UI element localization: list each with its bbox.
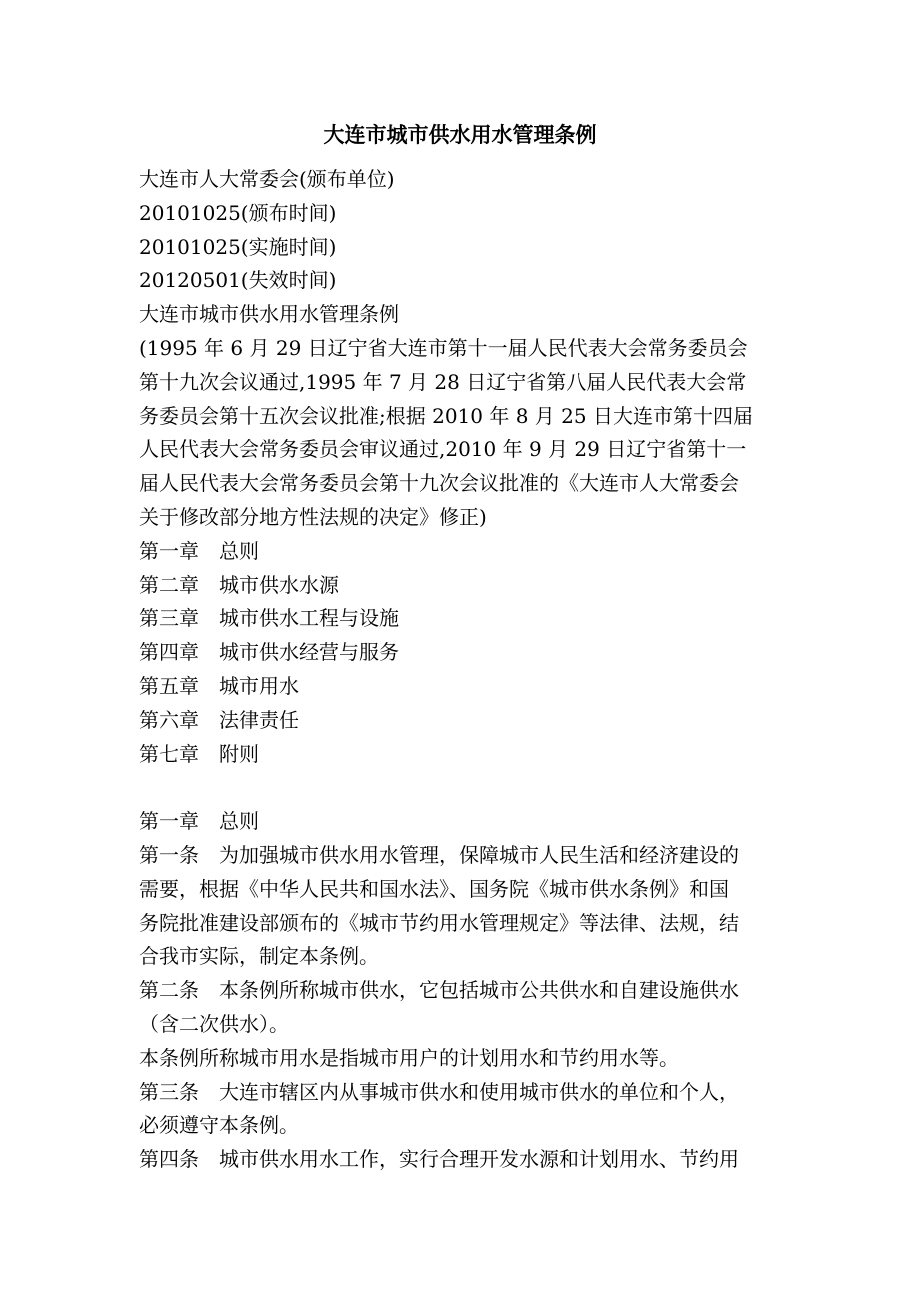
toc-chapter-1: 第一章 总则 xyxy=(139,538,259,563)
document-title: 大连市城市供水用水管理条例 xyxy=(323,122,597,147)
toc-chapter-6: 第六章 法律责任 xyxy=(139,707,299,732)
amendment-note-line: 务委员会第十五次会议批准;根据 2010 年 8 月 25 日大连市第十四届 xyxy=(139,403,753,428)
article-1-line: 务院批准建设部颁布的《城市节约用水管理规定》等法律、法规，结 xyxy=(139,910,739,935)
article-3-line: 第三条 大连市辖区内从事城市供水和使用城市供水的单位和个人， xyxy=(139,1079,739,1104)
effective-date-line: 20101025(实施时间) xyxy=(139,234,337,259)
toc-chapter-3: 第三章 城市供水工程与设施 xyxy=(139,606,399,631)
article-3-line: 必须遵守本条例。 xyxy=(139,1113,299,1138)
toc-chapter-7: 第七章 附则 xyxy=(139,741,259,766)
amendment-note-line: 届人民代表大会常务委员会第十九次会议批准的《大连市人大常委会 xyxy=(139,471,739,496)
article-1-line: 需要，根据《中华人民共和国水法》、国务院《城市供水条例》和国 xyxy=(139,876,729,901)
expiry-date-line: 20120501(失效时间) xyxy=(139,268,337,293)
toc-chapter-2: 第二章 城市供水水源 xyxy=(139,572,339,597)
article-4-line: 第四条 城市供水用水工作，实行合理开发水源和计划用水、节约用 xyxy=(139,1147,739,1172)
article-1-line: 第一条 为加强城市供水用水管理，保障城市人民生活和经济建设的 xyxy=(139,842,739,867)
issue-date-line: 20101025(颁布时间) xyxy=(139,200,337,225)
regulation-name-line: 大连市城市供水用水管理条例 xyxy=(139,302,399,327)
article-2-line: 第二条 本条例所称城市供水，它包括城市公共供水和自建设施供水 xyxy=(139,978,739,1003)
document-body xyxy=(139,163,781,1177)
amendment-note-line: 第十九次会议通过,1995 年 7 月 28 日辽宁省第八届人民代表大会常 xyxy=(139,369,747,394)
toc-chapter-4: 第四章 城市供水经营与服务 xyxy=(139,640,399,665)
amendment-note-line: 关于修改部分地方性法规的决定》修正) xyxy=(139,504,487,529)
chapter-1-heading: 第一章 总则 xyxy=(139,809,259,834)
amendment-note-line: 人民代表大会常务委员会审议通过,2010 年 9 月 29 日辽宁省第十一 xyxy=(139,437,747,462)
article-2-line: 本条例所称城市用水是指城市用户的计划用水和节约用水等。 xyxy=(139,1045,679,1070)
article-1-line: 合我市实际，制定本条例。 xyxy=(139,944,379,969)
issuing-authority-line: 大连市人大常委会(颁布单位) xyxy=(139,167,395,191)
article-2-line: （含二次供水）。 xyxy=(139,1011,289,1036)
toc-chapter-5: 第五章 城市用水 xyxy=(139,673,299,698)
amendment-note-line: (1995 年 6 月 29 日辽宁省大连市第十一届人民代表大会常务委员会 xyxy=(139,335,748,360)
blank-line xyxy=(139,771,781,805)
